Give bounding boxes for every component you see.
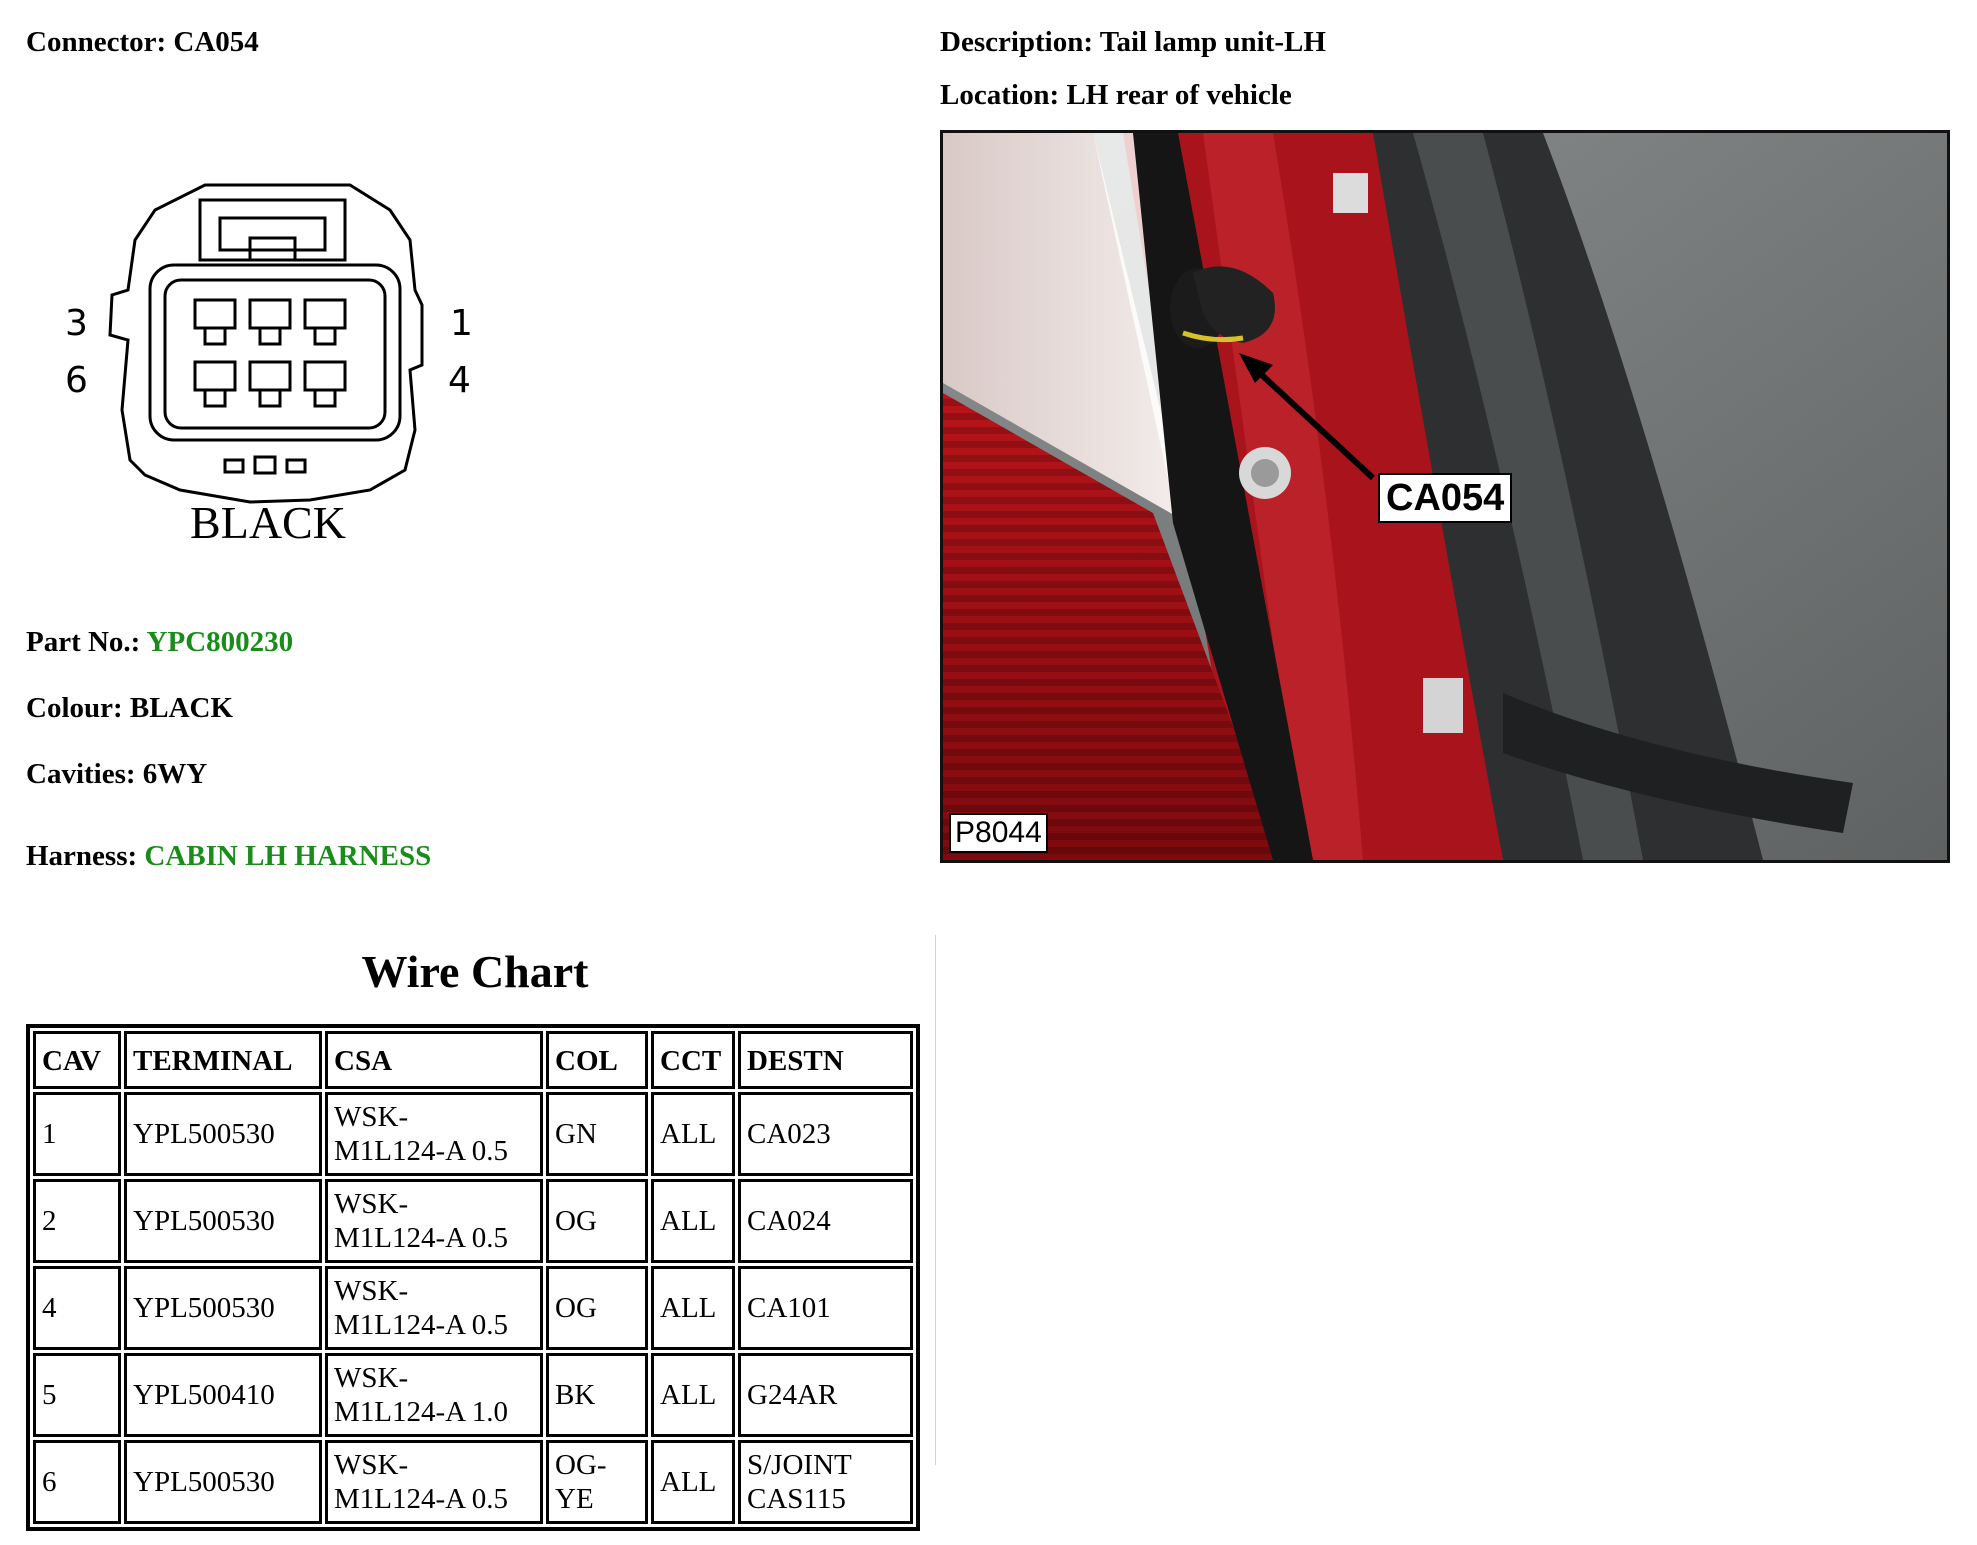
cell-terminal: YPL500410 bbox=[124, 1353, 322, 1437]
header-cct: CCT bbox=[651, 1031, 735, 1089]
cell-cav: 2 bbox=[33, 1179, 121, 1263]
table-row bbox=[33, 1266, 913, 1350]
cavities-field bbox=[26, 758, 207, 791]
cell-col bbox=[546, 1266, 648, 1350]
header-terminal: TERMINAL bbox=[124, 1031, 322, 1089]
description-field bbox=[940, 26, 1326, 59]
wire-chart-title: Wire Chart bbox=[361, 946, 589, 997]
header-cav: CAV bbox=[33, 1031, 121, 1089]
col-line-1: OG bbox=[555, 1205, 597, 1237]
table-header-row bbox=[33, 1031, 913, 1089]
destn-line-1: CA101 bbox=[747, 1292, 831, 1324]
cavities-value: 6WY bbox=[142, 758, 208, 790]
cell-destn bbox=[738, 1179, 913, 1263]
cell-destn bbox=[738, 1092, 913, 1176]
diagram-colour-label: BLACK bbox=[190, 497, 346, 548]
cell-cct: ALL bbox=[651, 1092, 735, 1176]
table-row bbox=[33, 1092, 913, 1176]
pin-label-1: 1 bbox=[450, 303, 473, 344]
cell-col bbox=[546, 1179, 648, 1263]
pin-cavity-6 bbox=[195, 362, 235, 406]
cell-cav: 5 bbox=[33, 1353, 121, 1437]
cell-col bbox=[546, 1092, 648, 1176]
location-value: LH rear of vehicle bbox=[1066, 79, 1292, 111]
harness-field bbox=[26, 840, 431, 873]
cell-terminal: YPL500530 bbox=[124, 1179, 322, 1263]
csa-line-1: WSK- bbox=[334, 1362, 409, 1394]
cell-terminal: YPL500530 bbox=[124, 1266, 322, 1350]
csa-line-2: M1L124-A 1.0 bbox=[334, 1396, 508, 1428]
cell-csa bbox=[325, 1179, 543, 1263]
pin-cavity-5 bbox=[250, 362, 290, 406]
cell-csa bbox=[325, 1266, 543, 1350]
cell-col bbox=[546, 1353, 648, 1437]
pin-cavity-4 bbox=[305, 362, 345, 406]
photo-callout-label: CA054 bbox=[1378, 473, 1512, 523]
pin-cavity-3 bbox=[195, 300, 235, 344]
cell-terminal: YPL500530 bbox=[124, 1092, 322, 1176]
header-destn: DESTN bbox=[738, 1031, 913, 1089]
cell-col bbox=[546, 1440, 648, 1524]
pin-label-4: 4 bbox=[448, 360, 471, 401]
csa-line-2: M1L124-A 0.5 bbox=[334, 1483, 508, 1515]
csa-line-2: M1L124-A 0.5 bbox=[334, 1222, 508, 1254]
cell-destn bbox=[738, 1266, 913, 1350]
colour-field bbox=[26, 692, 233, 725]
cell-cav: 4 bbox=[33, 1266, 121, 1350]
destn-line-1: S/JOINT bbox=[747, 1449, 852, 1481]
table-row bbox=[33, 1179, 913, 1263]
destn-line-1: CA023 bbox=[747, 1118, 831, 1150]
cavities-label: Cavities: bbox=[26, 758, 136, 790]
connector-label: Connector: bbox=[26, 26, 167, 58]
description-label: Description: bbox=[940, 26, 1094, 58]
csa-line-1: WSK- bbox=[334, 1188, 409, 1220]
cell-cct: ALL bbox=[651, 1353, 735, 1437]
cell-csa bbox=[325, 1092, 543, 1176]
cell-cct: ALL bbox=[651, 1179, 735, 1263]
csa-line-1: WSK- bbox=[334, 1449, 409, 1481]
table-row bbox=[33, 1440, 913, 1524]
location-field bbox=[940, 79, 1292, 112]
cell-terminal: YPL500530 bbox=[124, 1440, 322, 1524]
colour-value: BLACK bbox=[129, 692, 234, 724]
destn-line-1: G24AR bbox=[747, 1379, 838, 1411]
description-value: Tail lamp unit-LH bbox=[1099, 26, 1326, 58]
pin-cavity-2 bbox=[250, 300, 290, 344]
connector-diagram bbox=[50, 170, 490, 560]
cell-cav: 6 bbox=[33, 1440, 121, 1524]
pin-label-6: 6 bbox=[65, 360, 88, 401]
wire-chart-table bbox=[26, 1024, 920, 1531]
cell-cct: ALL bbox=[651, 1440, 735, 1524]
part-number-label: Part No.: bbox=[26, 626, 141, 658]
part-number-link[interactable]: YPC800230 bbox=[146, 626, 294, 658]
cell-destn bbox=[738, 1353, 913, 1437]
csa-line-2: M1L124-A 0.5 bbox=[334, 1135, 508, 1167]
col-line-1: OG- bbox=[555, 1449, 607, 1481]
header-col: COL bbox=[546, 1031, 648, 1089]
col-line-1: OG bbox=[555, 1292, 597, 1324]
cell-destn bbox=[738, 1440, 913, 1524]
destn-line-1: CA024 bbox=[747, 1205, 831, 1237]
col-line-1: GN bbox=[555, 1118, 597, 1150]
harness-label: Harness: bbox=[26, 840, 138, 872]
part-number-field bbox=[26, 626, 293, 659]
header-csa: CSA bbox=[325, 1031, 543, 1089]
location-photo bbox=[940, 130, 1950, 863]
photo-reference-label: P8044 bbox=[949, 813, 1048, 853]
col-line-1: BK bbox=[555, 1379, 596, 1411]
connector-keys bbox=[225, 457, 305, 473]
pin-cavity-1 bbox=[305, 300, 345, 344]
colour-label: Colour: bbox=[26, 692, 123, 724]
connector-value: CA054 bbox=[173, 26, 259, 58]
pin-label-3: 3 bbox=[65, 303, 88, 344]
table-row bbox=[33, 1353, 913, 1437]
destn-line-2: CAS115 bbox=[747, 1483, 846, 1515]
cell-cct: ALL bbox=[651, 1266, 735, 1350]
csa-line-2: M1L124-A 0.5 bbox=[334, 1309, 508, 1341]
column-divider bbox=[935, 935, 936, 1465]
location-label: Location: bbox=[940, 79, 1060, 111]
connector-cavity-block bbox=[150, 265, 400, 440]
cell-csa bbox=[325, 1353, 543, 1437]
connector-field bbox=[26, 26, 259, 59]
cell-csa bbox=[325, 1440, 543, 1524]
col-line-2: YE bbox=[555, 1483, 594, 1515]
csa-line-1: WSK- bbox=[334, 1101, 409, 1133]
csa-line-1: WSK- bbox=[334, 1275, 409, 1307]
harness-link[interactable]: CABIN LH HARNESS bbox=[144, 840, 432, 872]
cell-cav: 1 bbox=[33, 1092, 121, 1176]
